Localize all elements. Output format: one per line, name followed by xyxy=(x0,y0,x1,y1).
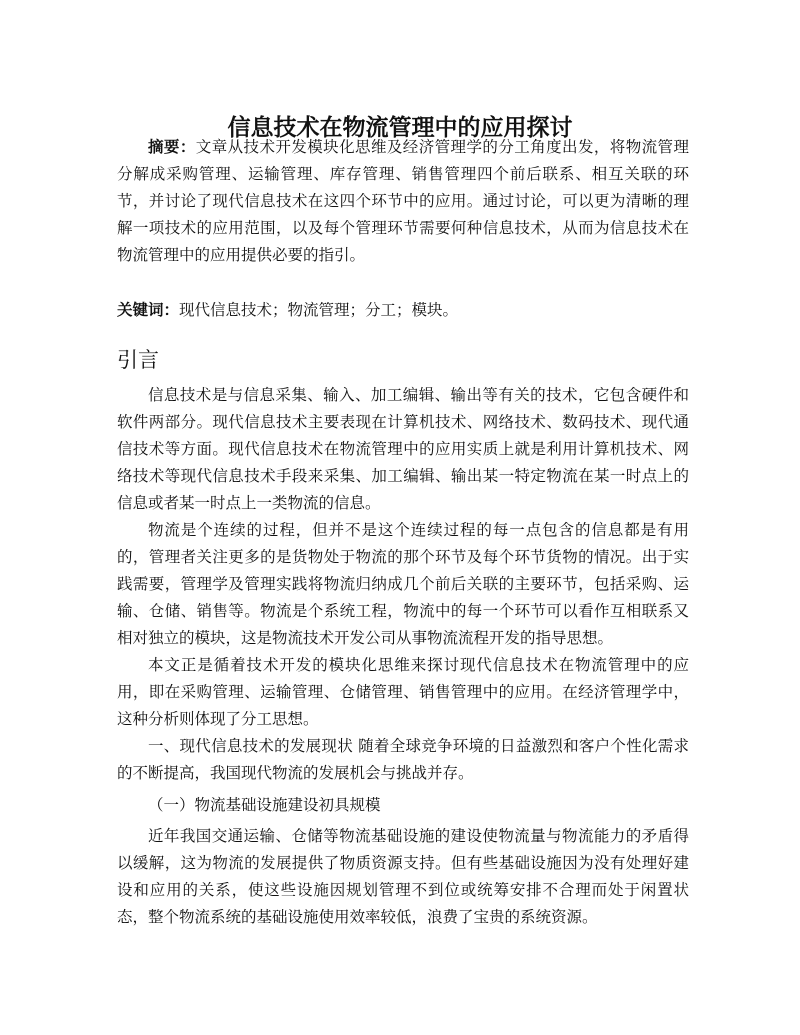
abstract-text: 文章从技术开发模块化思维及经济管理学的分工角度出发，将物流管理分解成采购管理、运输管理、库存管理、销售管理四个前后联系、相互关联的环节，并讨论了现代信息技术在这四个环节中的应用。通过讨论，可以更为清晰的理解一项技术的应用范围，以及每个管理环节需要何种信息技术，从而为信息技术在物流管理中的应用提供必要的指引。 xyxy=(117,138,689,264)
abstract-paragraph xyxy=(117,134,689,269)
body-paragraph-4: 一、现代信息技术的发展现状 随着全球竞争环境的日益激烈和客户个性化需求的不断提高，我国现代物流的发展机会与挑战并存。 xyxy=(117,737,689,782)
keywords-text: 现代信息技术；物流管理；分工；模块。 xyxy=(179,301,459,319)
section-heading-introduction: 引言 xyxy=(117,348,159,372)
subsection-heading: （一）物流基础设施建设初具规模 xyxy=(148,796,381,814)
document-title: 信息技术在物流管理中的应用探讨 xyxy=(227,115,573,142)
keywords-paragraph xyxy=(117,297,689,324)
keywords-label: 关键词： xyxy=(117,301,180,319)
body-paragraph-2: 物流是个连续的过程，但并不是这个连续过程的每一点包含的信息都是有用的，管理者关注更多的是货物处于物流的那个环节及每个环节货物的情况。出于实践需要，管理学及管理实践将物流归纳成几个前后关联的主要环节，包括采购、运输、仓储、销售等。物流是个系统工程，物流中的每一个环节可以看作互相联系又相对独立的模块，这是物流技术开发公司从事物流流程开发的指导思想。 xyxy=(117,521,689,647)
body-paragraph-1: 信息技术是与信息采集、输入、加工编辑、输出等有关的技术，它包含硬件和软件两部分。现代信息技术主要表现在计算机技术、网络技术、数码技术、现代通信技术等方面。现代信息技术在物流管理中的应用实质上就是利用计算机技术、网络技术等现代信息技术手段来采集、加工编辑、输出某一特定物流在某一时点上的信息或者某一时点上一类物流的信息。 xyxy=(117,386,689,512)
body-paragraph-3: 本文正是循着技术开发的模块化思维来探讨现代信息技术在物流管理中的应用，即在采购管理、运输管理、仓储管理、销售管理中的应用。在经济管理学中，这种分析则体现了分工思想。 xyxy=(117,656,689,728)
abstract-label: 摘要： xyxy=(148,138,196,156)
body-paragraph-5: 近年我国交通运输、仓储等物流基础设施的建设使物流量与物流能力的矛盾得以缓解，这为物流的发展提供了物质资源支持。但有些基础设施因为没有处理好建设和应用的关系，使这些设施因规划管理不到位或统筹安排不合理而处于闲置状态，整个物流系统的基础设施使用效率较低，浪费了宝贵的系统资源。 xyxy=(117,827,689,926)
